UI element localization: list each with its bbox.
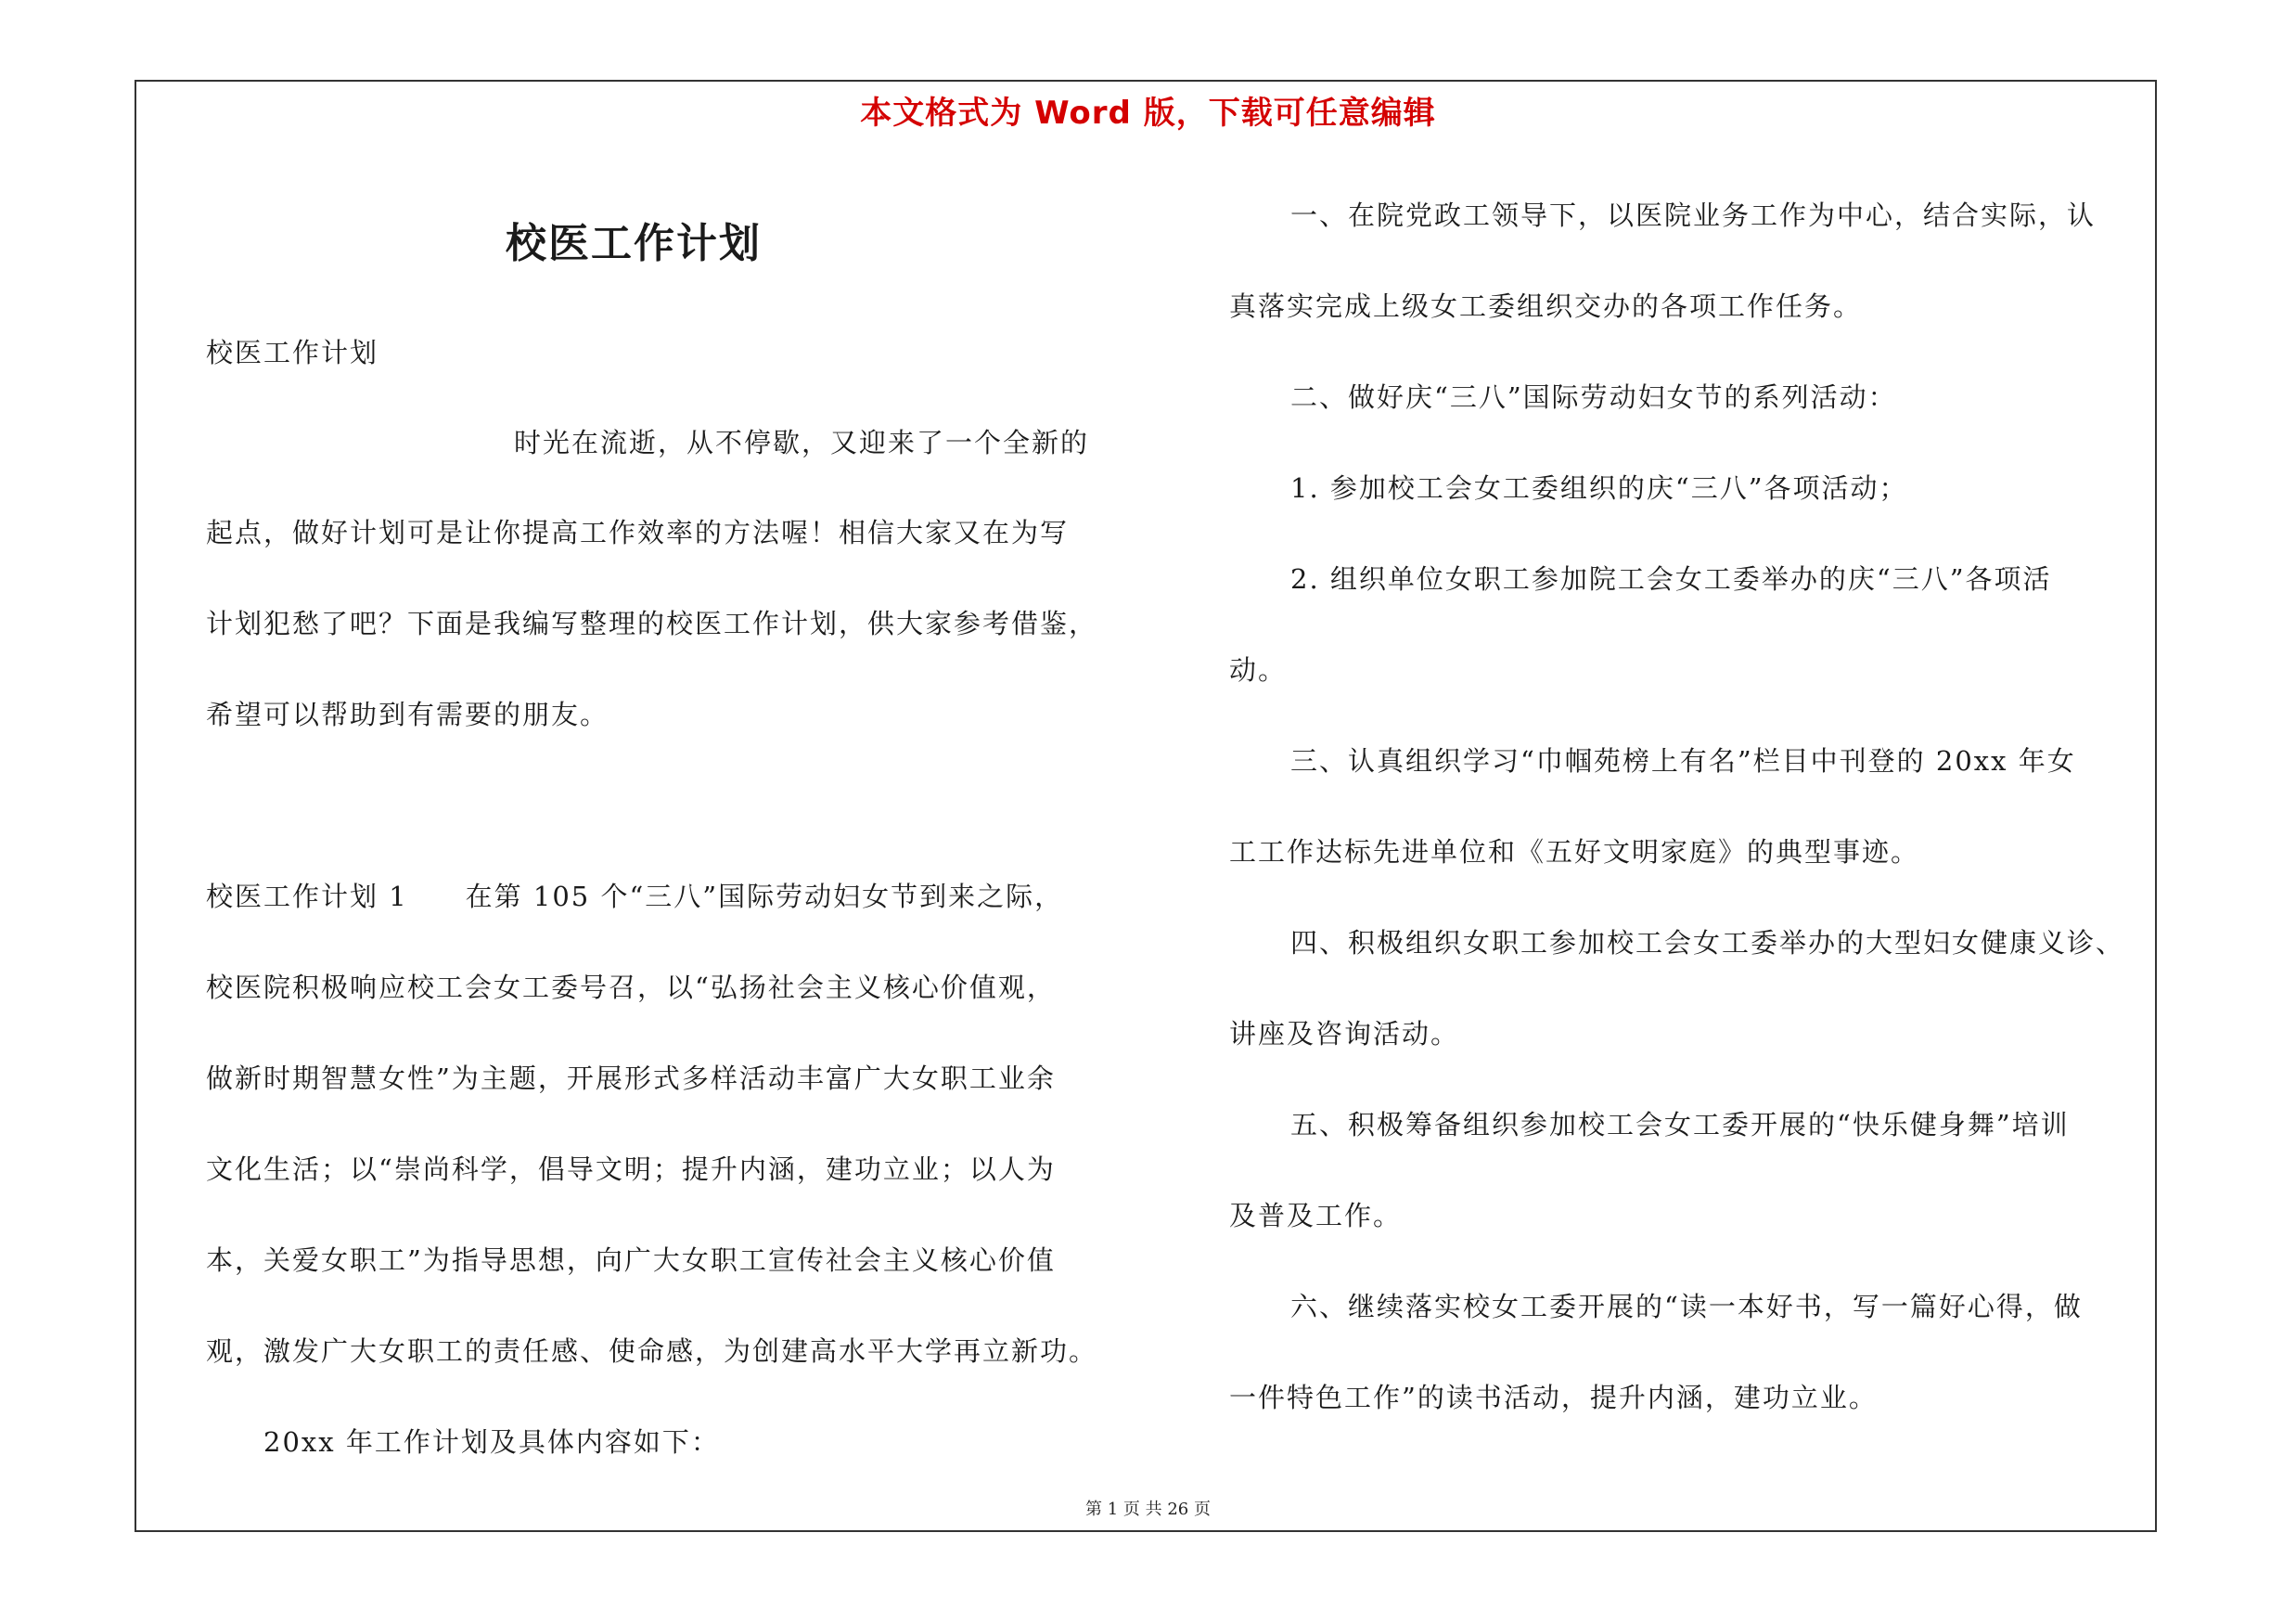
- paragraph-line: 讲座及咨询活动。: [1229, 1018, 1460, 1050]
- paragraph-line: 时光在流逝，从不停歇，又迎来了一个全新的: [514, 427, 1090, 458]
- paragraph-line: 工工作达标先进单位和《五好文明家庭》的典型事迹。: [1229, 836, 1920, 868]
- paragraph-line: 校医院积极响应校工会女工委号召，以“弘扬社会主义核心价值观，: [206, 972, 1056, 1003]
- paragraph-line: 五、积极筹备组织参加校工会女工委开展的“快乐健身舞”培训: [1290, 1109, 2070, 1140]
- paragraph-line: 一、在院党政工领导下，以医院业务工作为中心，结合实际，认: [1290, 200, 2097, 231]
- paragraph-line: 文化生活；以“崇尚科学，倡导文明；提升内涵，建功立业；以人为: [206, 1153, 1056, 1185]
- paragraph-line: 做新时期智慧女性”为主题，开展形式多样活动丰富广大女职工业余: [206, 1063, 1056, 1094]
- paragraph-line: 及普及工作。: [1229, 1200, 1403, 1231]
- paragraph-line: 四、积极组织女职工参加校工会女工委举办的大型妇女健康义诊、: [1290, 927, 2125, 959]
- paragraph-line: 观，激发广大女职工的责任感、使命感，为创建高水平大学再立新功。: [206, 1335, 1098, 1367]
- editable-notice-banner: 本文格式为 Word 版，下载可任意编辑: [860, 95, 1436, 132]
- paragraph-line: 起点，做好计划可是让你提高工作效率的方法喔！相信大家又在为写: [206, 517, 1070, 548]
- paragraph-line: 20xx 年工作计划及具体内容如下：: [263, 1426, 720, 1458]
- paragraph-line: 本，关爱女职工”为指导思想，向广大女职工宣传社会主义核心价值: [206, 1244, 1056, 1276]
- paragraph-line: 动。: [1229, 654, 1288, 686]
- paragraph-line: 2. 组织单位女职工参加院工会女工委举办的庆“三八”各项活: [1290, 563, 2052, 595]
- paragraph-line: 六、继续落实校女工委开展的“读一本好书，写一篇好心得，做: [1290, 1291, 2083, 1322]
- paragraph-line: 1. 参加校工会女工委组织的庆“三八”各项活动；: [1290, 472, 1908, 504]
- subtitle-line: 校医工作计划: [206, 337, 379, 368]
- document-title: 校医工作计划: [506, 220, 762, 267]
- paragraph-line: 三、认真组织学习“巾帼苑榜上有名”栏目中刊登的 20xx 年女: [1290, 745, 2076, 777]
- paragraph-line: 真落实完成上级女工委组织交办的各项工作任务。: [1229, 290, 1863, 322]
- paragraph-line: 计划犯愁了吧？下面是我编写整理的校医工作计划，供大家参考借鉴，: [206, 608, 1098, 639]
- paragraph-line: 希望可以帮助到有需要的朋友。: [206, 699, 609, 730]
- paragraph-line: 二、做好庆“三八”国际劳动妇女节的系列活动：: [1290, 381, 1897, 413]
- page-number-footer: 第 1 页 共 26 页: [1085, 1500, 1211, 1519]
- paragraph-line: 校医工作计划 1 在第 105 个“三八”国际劳动妇女节到来之际，: [206, 881, 1064, 912]
- paragraph-line: 一件特色工作”的读书活动，提升内涵，建功立业。: [1229, 1382, 1878, 1413]
